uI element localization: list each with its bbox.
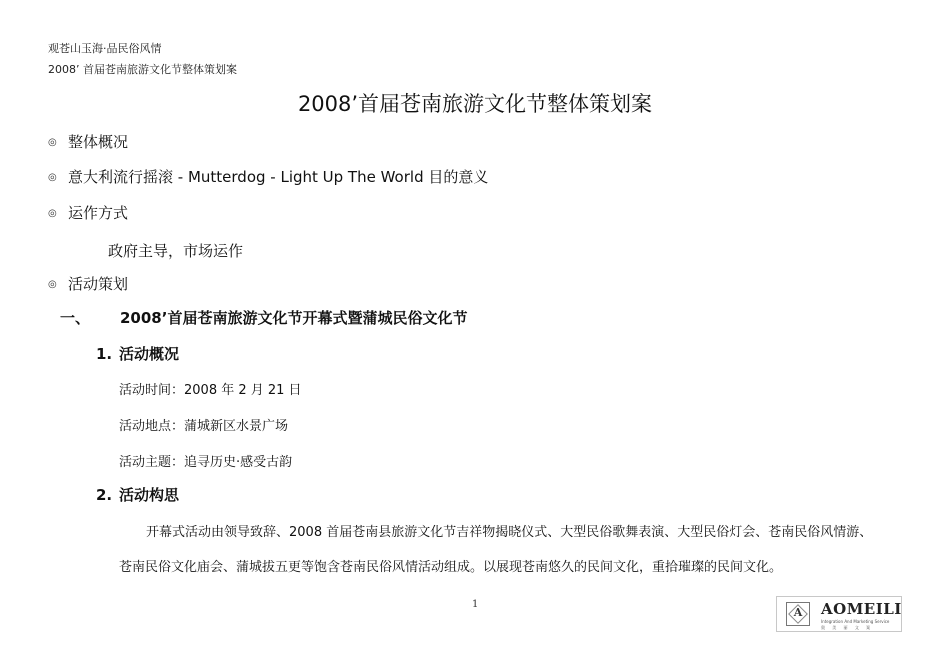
event-heading — [60, 307, 467, 328]
section-meaning — [48, 166, 488, 187]
concept-paragraph-line2: 苍南民俗文化庙会、蒲城拔五更等饱含苍南民俗风情活动组成。以展现苍南悠久的民间文化，重拾璀璨的民间文化。 — [119, 560, 783, 575]
concept-paragraph-line1: 开幕式活动由领导致辞、2008 首届苍南县旅游文化节吉祥物揭晓仪式、大型民俗歌舞表演、大型民俗灯会、苍南民俗风情游、 — [146, 525, 873, 540]
document-title: 2008’首届苍南旅游文化节整体策划案 — [297, 92, 653, 116]
logo-chinese: 奥 美 丽 文 案 — [821, 625, 874, 630]
section-meaning-label: 意大利流行摇滚 - Mutterdog - Light Up The World 目的意义 — [68, 168, 489, 186]
operation-detail: 政府主导，市场运作 — [108, 242, 244, 260]
page-number: 1 — [472, 599, 479, 610]
logo-mark-icon: A — [786, 602, 810, 626]
company-logo — [776, 596, 902, 632]
bullet-icon: ◎ — [48, 279, 57, 290]
section-overview-label: 整体概况 — [68, 133, 129, 151]
logo-tagline: Integration And Marketing Service — [821, 619, 890, 624]
section-planning-label: 活动策划 — [68, 275, 129, 293]
header-doc-title: 2008’ 首届苍南旅游文化节整体策划案 — [48, 63, 237, 76]
section-operation-label: 运作方式 — [68, 204, 129, 222]
event-theme: 活动主题：追寻历史·感受古韵 — [119, 455, 293, 470]
bullet-icon: ◎ — [48, 137, 57, 148]
subheading-number: 2. — [96, 486, 113, 504]
section-operation — [48, 202, 128, 223]
event-place: 活动地点：蒲城新区水景广场 — [119, 419, 289, 434]
header-slogan: 观苍山玉海·品民俗风情 — [48, 42, 162, 55]
section-planning — [48, 273, 128, 294]
logo-name: AOMEILI — [821, 600, 902, 618]
subheading-concept — [96, 484, 179, 505]
event-title: 2008’首届苍南旅游文化节开幕式暨蒲城民俗文化节 — [120, 309, 468, 327]
subheading-label: 活动构思 — [119, 486, 180, 504]
bullet-icon: ◎ — [48, 172, 57, 183]
subheading-number: 1. — [96, 345, 113, 363]
event-time: 活动时间：2008 年 2 月 21 日 — [119, 383, 302, 398]
event-number: 一、 — [60, 309, 91, 327]
subheading-overview — [96, 343, 179, 364]
bullet-icon: ◎ — [48, 208, 57, 219]
section-overview — [48, 131, 128, 152]
subheading-label: 活动概况 — [119, 345, 180, 363]
